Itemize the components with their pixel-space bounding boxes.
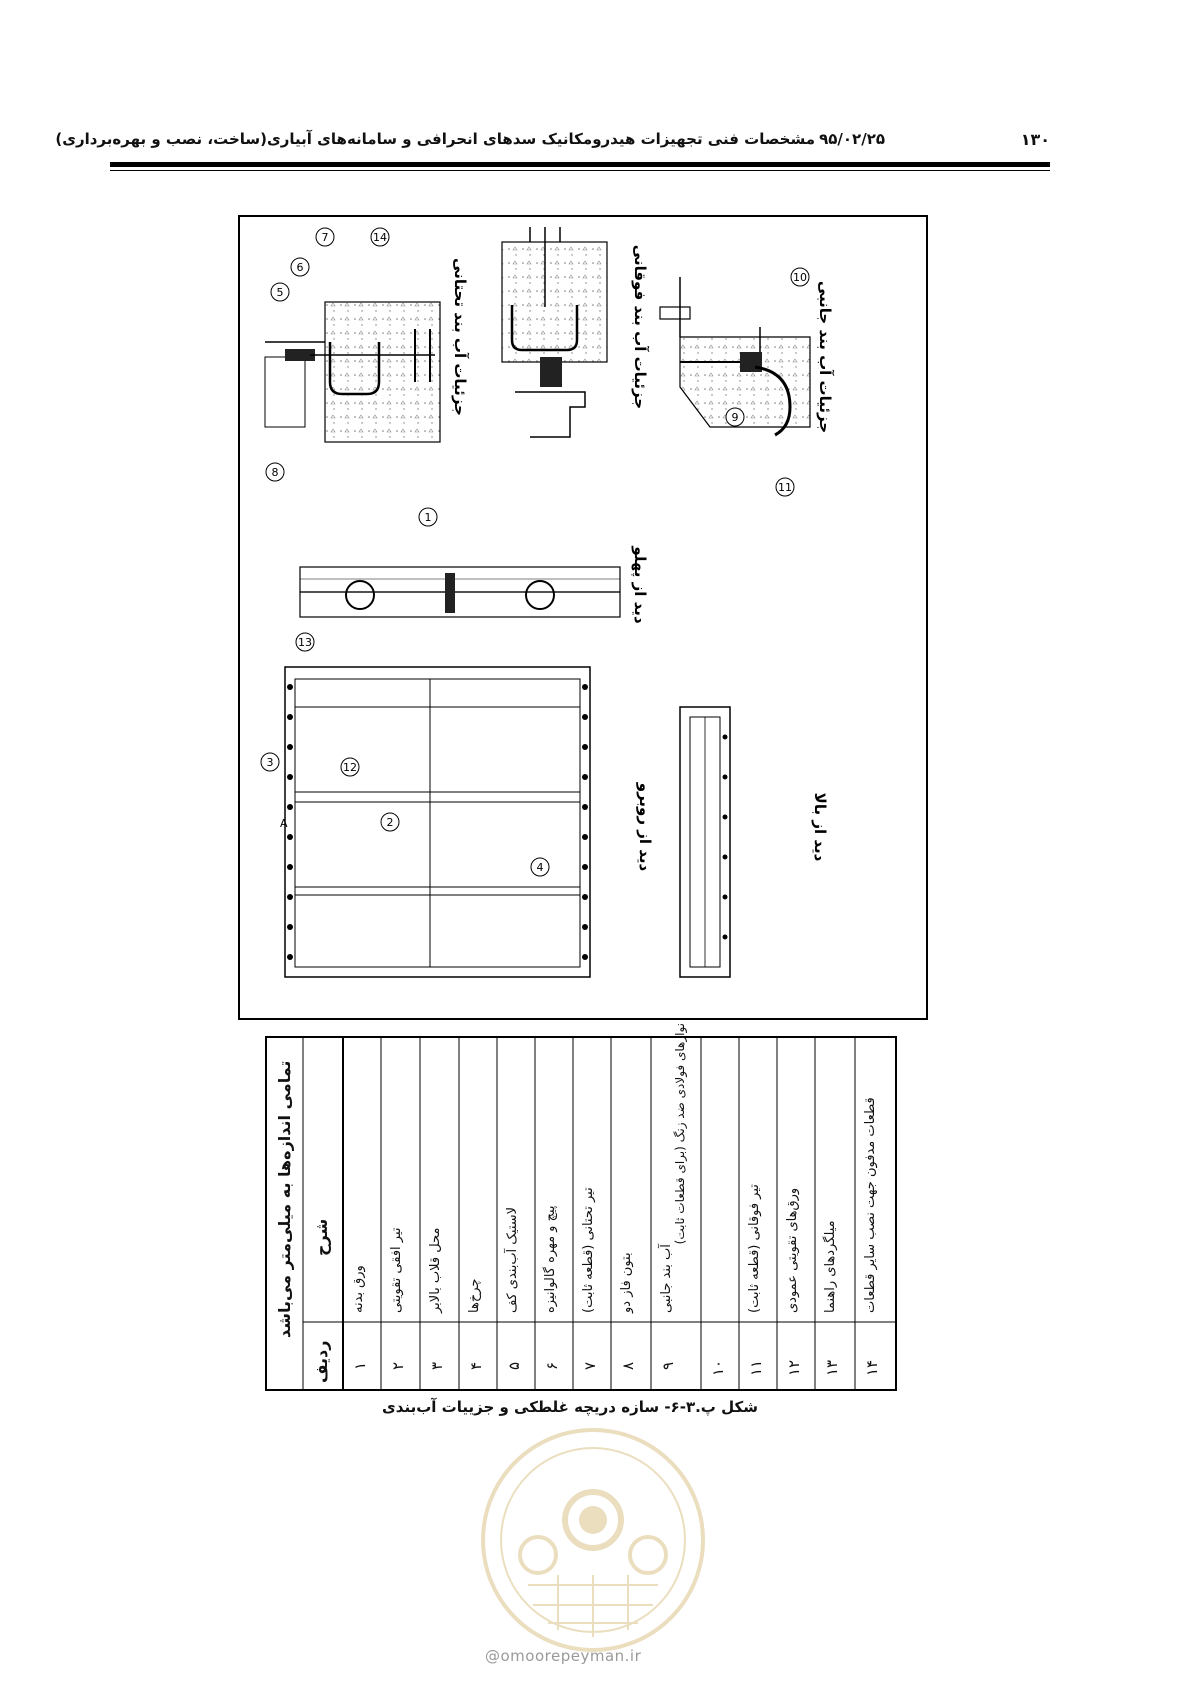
col-desc-header: شرح <box>312 1218 331 1256</box>
row-14-desc: قطعات مدفون جهت نصب سایر قطعات <box>863 1097 878 1313</box>
row-13-number: ۱۳ <box>823 1359 841 1376</box>
row-5-desc: لاستیک آب‌بندی کف <box>505 1206 520 1313</box>
row-8-desc: بتون فاز دو <box>619 1252 634 1313</box>
row-6-desc: پیچ و مهره گالوانیزه <box>543 1205 558 1313</box>
row-11-desc: تیر فوقانی (قطعه ثابت) <box>747 1184 762 1313</box>
svg-text:13: 13 <box>298 636 312 649</box>
callout-3 <box>261 753 279 771</box>
bottom-seal-detail <box>265 302 440 442</box>
row-10-desc: نوارهای فولادی ضد زنگ (برای قطعات ثابت) <box>673 1023 687 1245</box>
svg-text:3: 3 <box>266 756 274 769</box>
header-rule-thick <box>110 162 1050 167</box>
row-13-desc: میلگردهای راهنما <box>823 1220 838 1313</box>
page-number: ۱۳۰ <box>1020 130 1050 149</box>
callout-11 <box>776 478 794 496</box>
top-seal-detail <box>502 227 607 437</box>
row-8-number: ۸ <box>619 1361 637 1370</box>
row-4-number: ۴ <box>467 1361 485 1370</box>
col-row-header: ردیف <box>312 1340 331 1383</box>
svg-text:2: 2 <box>386 816 394 829</box>
svg-text:4: 4 <box>536 861 544 874</box>
callout-8 <box>266 463 284 481</box>
seal-stamp-logo <box>478 1425 708 1655</box>
svg-text:14: 14 <box>373 231 387 244</box>
row-7-desc: تیر تحتانی (قطعه ثابت) <box>581 1187 596 1313</box>
label-top-seal: جزئیات آب بند فوقانی <box>631 244 649 410</box>
drawing-svg <box>240 217 930 1022</box>
row-6-number: ۶ <box>543 1361 561 1370</box>
row-2-number: ۲ <box>389 1361 407 1370</box>
label-front-view: دید از روبرو <box>636 782 654 872</box>
label-side-view: دید از پهلو <box>631 546 649 624</box>
callout-1 <box>419 508 437 526</box>
row-7-number: ۷ <box>581 1361 599 1370</box>
watermark-text: @omoorepeyman.ir <box>485 1647 642 1665</box>
row-12-desc: ورق‌های تقویتی عمودی <box>785 1187 800 1313</box>
svg-text:7: 7 <box>321 231 329 244</box>
parts-table <box>265 1023 897 1391</box>
callout-9 <box>726 408 744 426</box>
svg-text:6: 6 <box>296 261 304 274</box>
label-side-seal: جزئیات آب بند جانبی <box>816 280 834 434</box>
row-9-number: ۹ <box>659 1361 677 1370</box>
callout-5 <box>271 283 289 301</box>
label-bottom-seal: جزئیات آب بند تحتانی <box>451 258 469 416</box>
callout-2 <box>381 813 399 831</box>
section-mark-a: A <box>280 817 288 830</box>
row-4-desc: چرخ‌ها <box>467 1278 482 1313</box>
label-top-view: دید از بالا <box>811 792 829 862</box>
svg-text:11: 11 <box>778 481 792 494</box>
callout-6 <box>291 258 309 276</box>
row-12-number: ۱۲ <box>785 1359 803 1376</box>
table-note: تمامی اندازه‌ها به میلی‌متر می‌باشد <box>275 1060 294 1338</box>
callout-4 <box>531 858 549 876</box>
technical-drawing <box>238 215 928 1020</box>
side-view <box>300 567 620 617</box>
header-date: ۹۵/۰۲/۲۵ <box>819 130 885 148</box>
row-10-number: ۱۰ <box>709 1359 727 1376</box>
callout-13 <box>296 633 314 651</box>
row-1-desc: ورق بدنه <box>351 1265 366 1313</box>
bolt-markers <box>287 684 728 960</box>
row-2-desc: تیر افقی تقویتی <box>389 1227 404 1313</box>
row-1-number: ۱ <box>351 1361 369 1370</box>
row-9-desc: آب بند جانبی <box>659 1244 674 1313</box>
callout-7 <box>316 228 334 246</box>
svg-text:12: 12 <box>343 761 357 774</box>
top-view <box>680 707 730 977</box>
header-title: مشخصات فنی تجهیزات هیدرومکانیک سدهای انحرافی و سامانه‌های آبیاری(ساخت، نصب و بهره‌برداری) <box>55 130 815 148</box>
row-5-number: ۵ <box>505 1361 523 1370</box>
svg-text:8: 8 <box>271 466 279 479</box>
svg-text:10: 10 <box>793 271 807 284</box>
callout-14 <box>371 228 389 246</box>
row-3-desc: محل قلاب بالابر <box>428 1227 443 1313</box>
svg-text:1: 1 <box>424 511 432 524</box>
page-header <box>55 128 1050 158</box>
row-14-number: ۱۴ <box>863 1359 881 1376</box>
header-rule-thin <box>110 170 1050 171</box>
row-3-number: ۳ <box>428 1361 446 1370</box>
callout-12 <box>341 758 359 776</box>
callout-10 <box>791 268 809 286</box>
row-11-number: ۱۱ <box>747 1359 765 1376</box>
figure-caption: شکل پ.۳-۶- سازه دریچه غلطکی و جزییات آب‌بندی <box>382 1398 758 1416</box>
svg-text:9: 9 <box>731 411 739 424</box>
svg-text:5: 5 <box>276 286 284 299</box>
front-view <box>285 667 590 977</box>
